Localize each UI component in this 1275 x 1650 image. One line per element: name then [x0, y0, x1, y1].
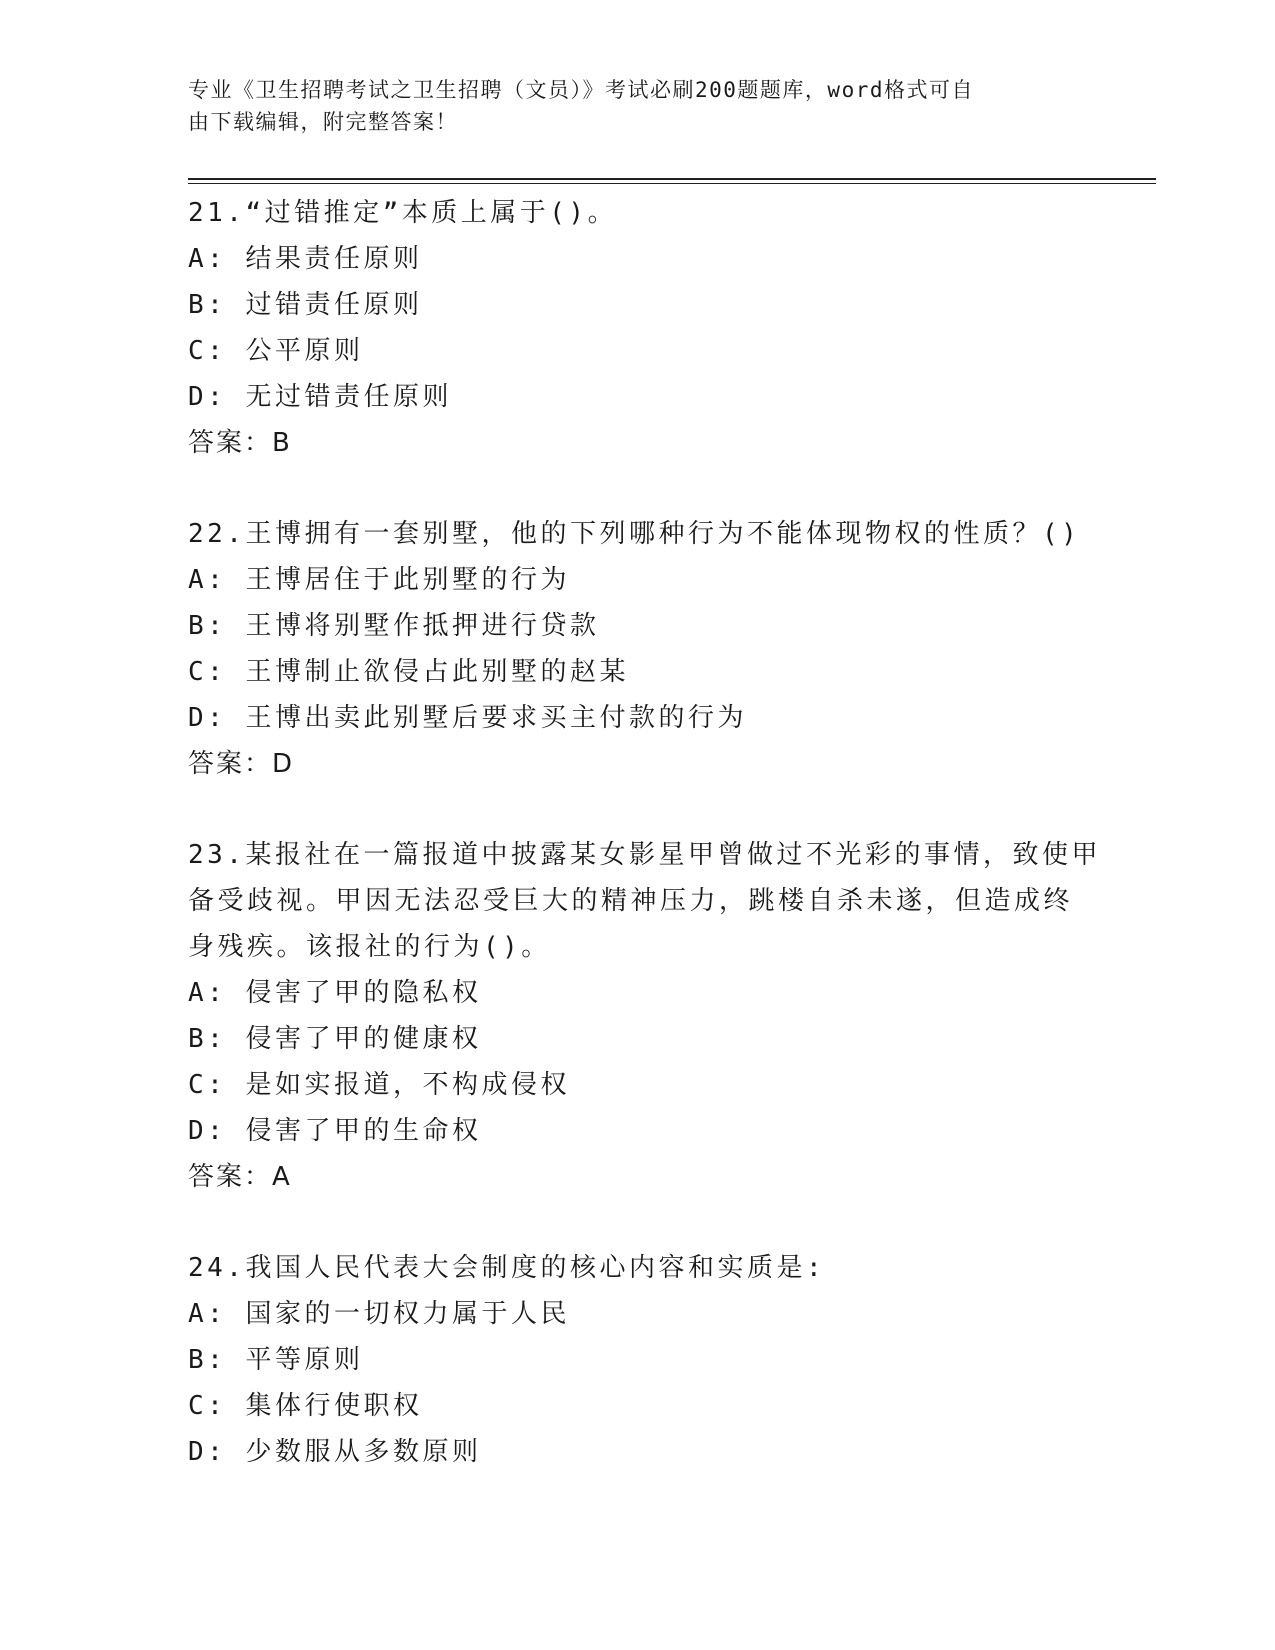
- question-stem-line-2: 备受歧视。甲因无法忍受巨大的精神压力，跳楼自杀未遂，但造成终: [188, 886, 1074, 916]
- question-22: [188, 511, 1088, 787]
- answer-label: 答案：B: [188, 428, 292, 458]
- option-c: C: 是如实报道，不构成侵权: [188, 1070, 570, 1100]
- option-d: D: 王博出卖此别墅后要求买主付款的行为: [188, 703, 747, 733]
- question-stem-line-1: 23.某报社在一篇报道中披露某女影星甲曾做过不光彩的事情，致使甲: [188, 840, 1101, 870]
- question-stem-line-3: 身残疾。该报社的行为()。: [188, 932, 551, 962]
- question-stem: 22.王博拥有一套别墅，他的下列哪种行为不能体现物权的性质？(): [188, 519, 1081, 549]
- header-divider-thin: [188, 183, 1156, 184]
- option-a: A: 结果责任原则: [188, 244, 423, 274]
- question-stem: 24.我国人民代表大会制度的核心内容和实质是:: [188, 1253, 826, 1283]
- option-c: C: 集体行使职权: [188, 1391, 423, 1421]
- option-c: C: 王博制止欲侵占此别墅的赵某: [188, 657, 629, 687]
- question-list: [188, 190, 1101, 1520]
- header-line-1: 专业《卫生招聘考试之卫生招聘（文员）》考试必刷200题题库，word格式可自: [188, 78, 974, 102]
- option-c: C: 公平原则: [188, 336, 364, 366]
- option-b: B: 侵害了甲的健康权: [188, 1024, 482, 1054]
- question-23: [188, 832, 1101, 1200]
- option-a: A: 王博居住于此别墅的行为: [188, 565, 570, 595]
- option-a: A: 国家的一切权力属于人民: [188, 1299, 570, 1329]
- option-b: B: 平等原则: [188, 1345, 364, 1375]
- header-divider-thick: [188, 178, 1156, 180]
- answer-label: 答案：A: [188, 1162, 292, 1192]
- option-d: D: 侵害了甲的生命权: [188, 1116, 482, 1146]
- option-a: A: 侵害了甲的隐私权: [188, 978, 482, 1008]
- option-d: D: 无过错责任原则: [188, 382, 452, 412]
- option-b: B: 过错责任原则: [188, 290, 423, 320]
- header-line-2: 由下载编辑，附完整答案！: [188, 110, 458, 134]
- option-b: B: 王博将别墅作抵押进行贷款: [188, 611, 600, 641]
- document-header: [188, 74, 1068, 138]
- question-21: [188, 190, 1088, 466]
- answer-label: 答案：D: [188, 749, 295, 779]
- question-24: [188, 1245, 1088, 1475]
- question-stem: 21.“过错推定”本质上属于()。: [188, 198, 618, 228]
- option-d: D: 少数服从多数原则: [188, 1437, 482, 1467]
